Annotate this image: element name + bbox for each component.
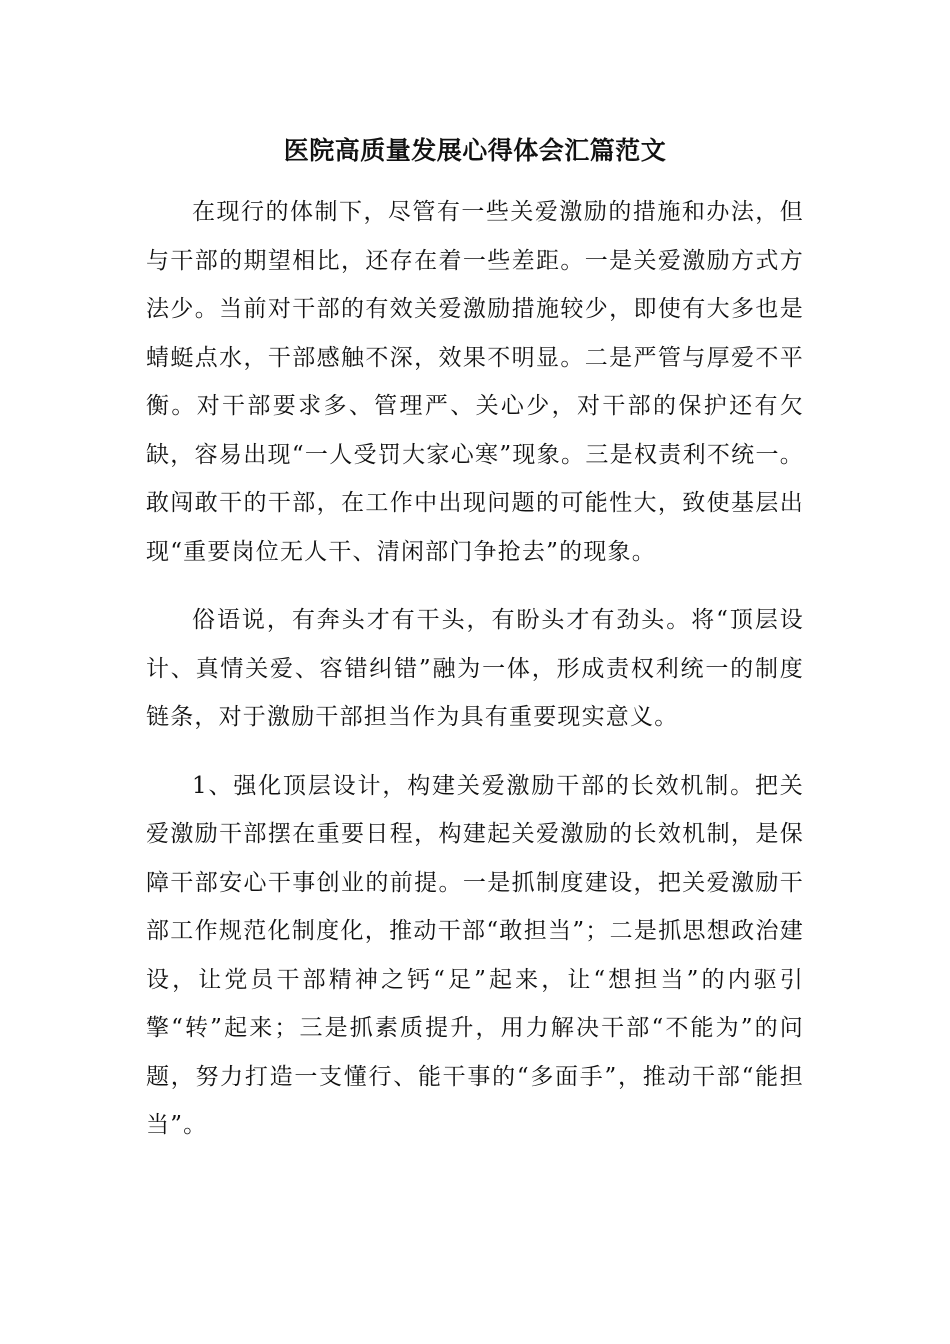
paragraph-3: 1、强化顶层设计，构建关爱激励干部的长效机制。把关爱激励干部摆在重要日程，构建起关爱激励的长效机制，是保障干部安心干事创业的前提。一是抓制度建设，把关爱激励干部工作规范化制度化，推动干部“敢担当”；二是抓思想政治建设，让党员干部精神之钙“足”起来，让“想担当”的内驱引擎“转”起来；三是抓素质提升，用力解决干部“不能为”的问题，努力打造一支懂行、能干事的“多面手”，推动干部“能担当”。	[146, 772, 804, 1138]
document-title: 医院高质量发展心得体会汇篇范文	[283, 136, 667, 165]
paragraph-2: 俗语说，有奔头才有干头，有盼头才有劲头。将“顶层设计、真情关爱、容错纠错”融为一体，形成责权利统一的制度链条，对于激励干部担当作为具有重要现实意义。	[146, 607, 804, 730]
document-body	[146, 188, 804, 1170]
paragraph-1: 在现行的体制下，尽管有一些关爱激励的措施和办法，但与干部的期望相比，还存在着一些差距。一是关爱激励方式方法少。当前对干部的有效关爱激励措施较少，即使有大多也是蜻蜓点水，干部感触不深，效果不明显。二是严管与厚爱不平衡。对干部要求多、管理严、关心少，对干部的保护还有欠缺，容易出现“一人受罚大家心寒”现象。三是权责利不统一。敢闯敢干的干部，在工作中出现问题的可能性大，致使基层出现“重要岗位无人干、清闲部门争抢去”的现象。	[146, 199, 804, 565]
